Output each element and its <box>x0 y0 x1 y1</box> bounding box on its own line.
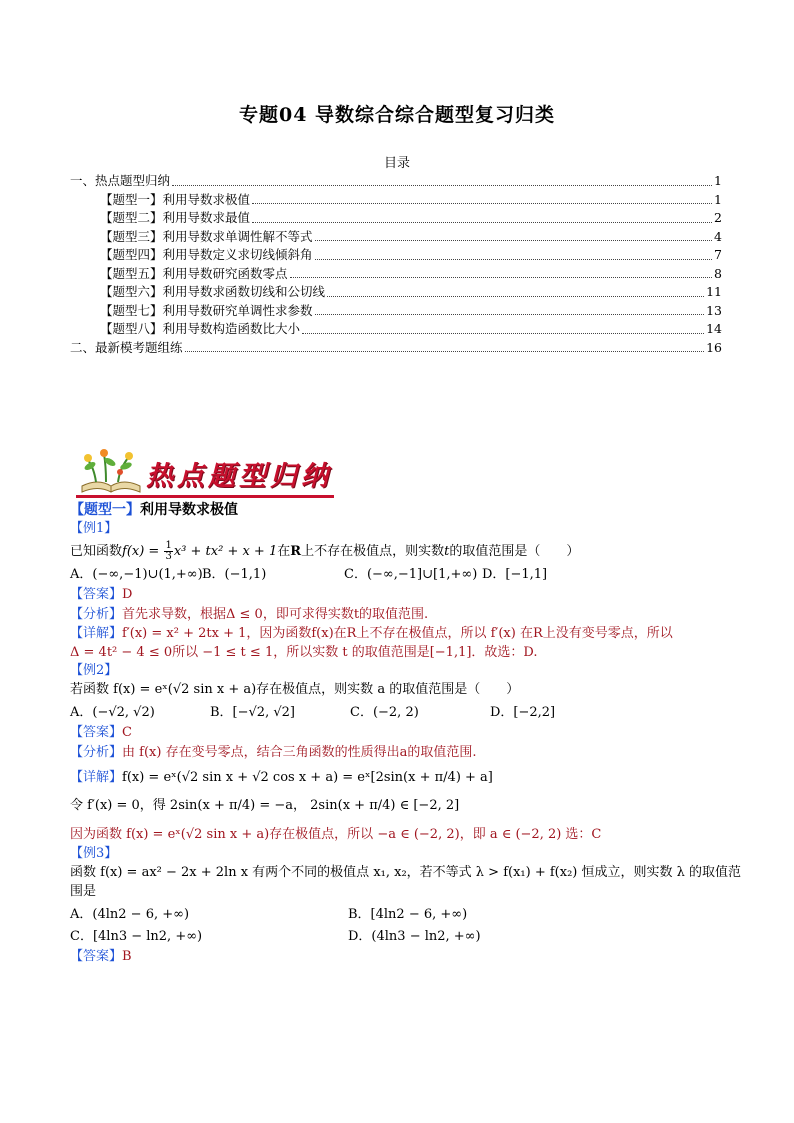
answer-line: 【答案】B <box>70 949 132 965</box>
option-a[interactable]: A．(−√2, √2) <box>70 705 155 721</box>
toc-entry[interactable]: 二、最新模考题组练 16 <box>70 339 722 355</box>
answer-options <box>70 928 730 947</box>
banner-underline <box>76 495 334 498</box>
detail-line: 令 f′(x) = 0，得 2sin(x + π/4) = −a， 2sin(x + π/4) ∈ [−2, 2] <box>70 798 460 814</box>
option-c[interactable]: C．(−2, 2) <box>350 705 419 721</box>
option-b[interactable]: B．[−√2, √2] <box>210 705 295 721</box>
option-b[interactable]: B．(−1,1) <box>202 567 267 583</box>
toc-entry[interactable]: 【题型三】利用导数求单调性解不等式 4 <box>100 228 722 244</box>
toc-entry[interactable]: 【题型四】利用导数定义求切线倾斜角 7 <box>100 247 722 262</box>
toc-entry[interactable]: 【题型八】利用导数构造函数比大小 14 <box>100 321 722 336</box>
fraction: $\frac{1}{3}$ <box>165 540 172 563</box>
section-heading: 【题型一】利用导数求极值 <box>70 502 238 518</box>
answer-line: 【答案】D <box>70 586 133 602</box>
option-d[interactable]: D．[−2,2] <box>490 705 556 721</box>
answer-options <box>70 704 730 723</box>
document-body <box>70 500 741 968</box>
option-a[interactable]: A．(4ln2 − 6, +∞) <box>70 906 190 922</box>
example-label: 【例1】 <box>70 521 118 537</box>
banner-title: 热点题型归纳 <box>146 461 332 492</box>
example-question: 已知函数f(x) = $\frac{1}{3}$ x³ + tx² + x + 1在R上不存在极值点，则实数t的取值范围是（ ） <box>70 540 580 563</box>
detail-line: 因为函数 f(x) = eˣ(√2 sin x + a)存在极值点，所以 −a ∈ (−2, 2)，即 a ∈ (−2, 2) 选：C <box>70 827 602 843</box>
option-c[interactable]: C．(−∞,−1]∪[1,+∞) <box>344 567 478 583</box>
section-banner <box>76 446 334 498</box>
document-title: 专题04 导数综合综合题型复习归类 <box>238 104 556 126</box>
toc-entry[interactable]: 【题型五】利用导数研究函数零点 8 <box>100 265 722 281</box>
option-d[interactable]: D．[−1,1] <box>482 567 548 583</box>
example-label: 【例3】 <box>70 846 118 862</box>
example-question-continued: 围是 <box>70 883 97 899</box>
answer-options <box>70 566 730 585</box>
analysis-line: 【分析】由 f(x) 存在变号零点，结合三角函数的性质得出a的取值范围. <box>70 744 477 760</box>
table-of-contents <box>70 172 722 357</box>
option-d[interactable]: D．(4ln3 − ln2, +∞) <box>348 929 481 945</box>
toc-entry[interactable]: 一、热点题型归纳 1 <box>70 173 722 188</box>
detail-line: 【详解】f(x) = eˣ(√2 sin x + √2 cos x + a) = eˣ[2sin(x + π/4) + a] <box>70 769 493 785</box>
answer-line: 【答案】C <box>70 724 132 740</box>
example-question: 函数 f(x) = ax² − 2x + 2ln x 有两个不同的极值点 x₁, x₂，若不等式 λ > f(x₁) + f(x₂) 恒成立，则实数 λ 的取值范 <box>70 864 741 880</box>
toc-entry[interactable]: 【题型七】利用导数研究单调性求参数 13 <box>100 302 722 318</box>
example-question: 若函数 f(x) = eˣ(√2 sin x + a)存在极值点，则实数 a 的取值范围是（ ） <box>70 682 520 698</box>
option-b[interactable]: B．[4ln2 − 6, +∞) <box>348 906 468 922</box>
detail-line: 【详解】f′(x) = x² + 2tx + 1，因为函数f(x)在R上不存在极值点，所以 f′(x) 在R上没有变号零点，所以 <box>70 625 673 641</box>
detail-line: Δ = 4t² − 4 ≤ 0所以 −1 ≤ t ≤ 1，所以实数 t 的取值范围是[−1,1]．故选：D. <box>70 644 538 660</box>
example-label: 【例2】 <box>70 663 118 679</box>
toc-heading: 目录 <box>383 156 410 171</box>
answer-options <box>70 906 730 925</box>
toc-entry[interactable]: 【题型六】利用导数求函数切线和公切线 11 <box>100 284 722 299</box>
analysis-line: 【分析】首先求导数，根据Δ ≤ 0，即可求得实数t的取值范围. <box>70 606 429 622</box>
book-plant-icon <box>76 448 146 496</box>
toc-entry[interactable]: 【题型二】利用导数求最值 2 <box>100 210 722 225</box>
option-a[interactable]: A．(−∞,−1)∪(1,+∞) <box>70 567 203 583</box>
option-c[interactable]: C．[4ln3 − ln2, +∞) <box>70 929 203 945</box>
toc-entry[interactable]: 【题型一】利用导数求极值 1 <box>100 191 722 207</box>
